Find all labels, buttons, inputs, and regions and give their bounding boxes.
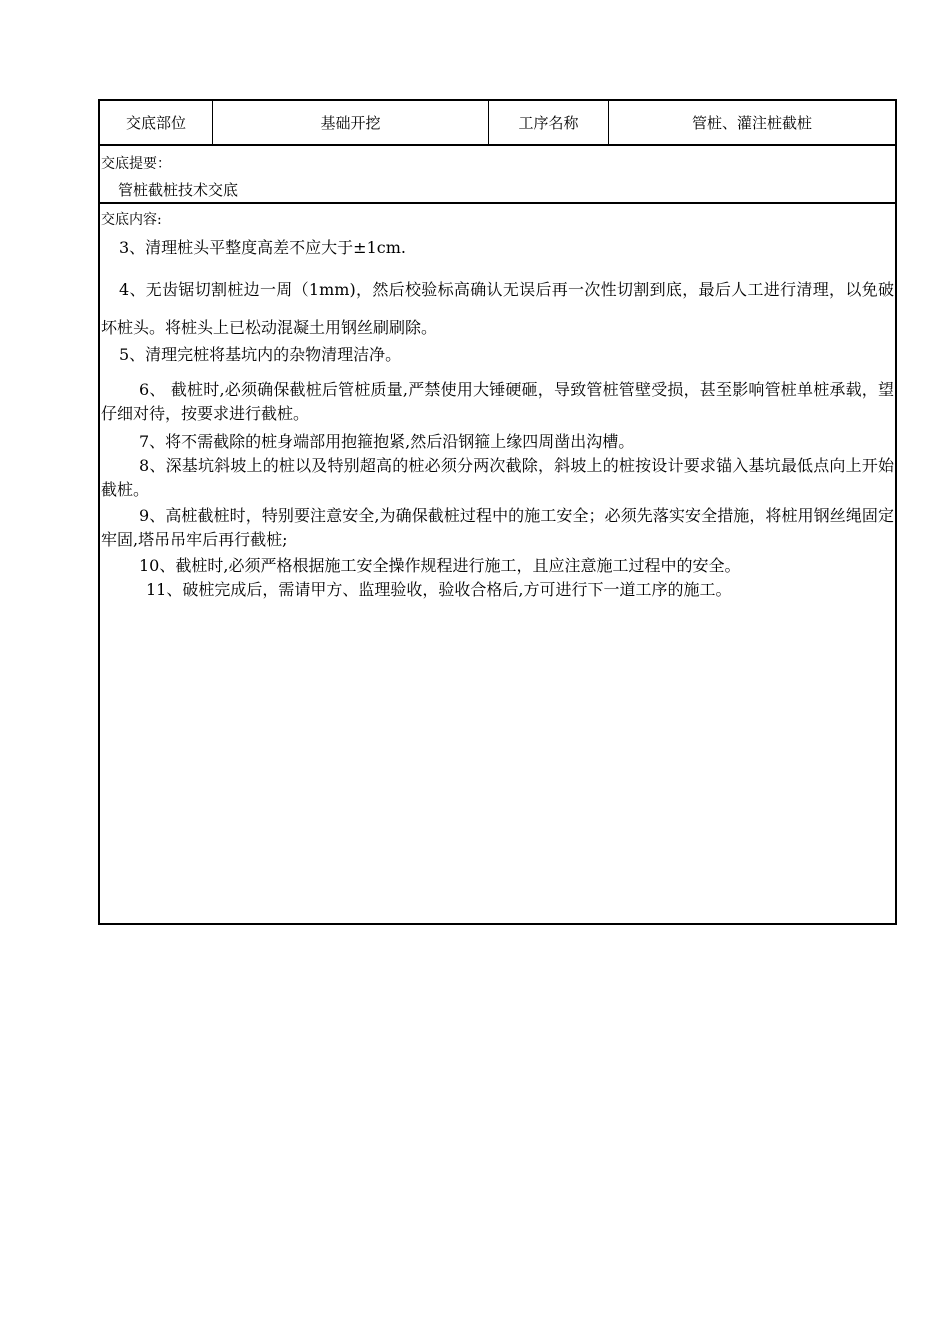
content-paragraph: 9、高桩截桩时，特别要注意安全,为确保截桩过程中的施工安全；必须先落实安全措施，将桩用钢丝绳固定牢固,塔吊吊牢后再行截桩; (101, 506, 894, 549)
content-paragraph: 3、清理桩头平整度高差不应大于±1cm. (119, 238, 406, 257)
content-paragraph: 5、清理完桩将基坑内的杂物清理洁净。 (119, 345, 402, 364)
content-paragraph: 7、将不需截除的桩身端部用抱箍抱紧,然后沿钢箍上缘四周凿出沟槽。 (139, 432, 635, 451)
content-paragraph: 6、 截桩时,必须确保截桩后管桩质量,严禁使用大锤硬砸，导致管桩管壁受损，甚至影响管桩单桩承载，望仔细对待，按要求进行截桩。 (101, 380, 894, 423)
disclosure-table (98, 99, 897, 925)
location-label: 交底部位 (100, 101, 213, 144)
location-value: 基础开挖 (213, 101, 489, 144)
content-paragraph: 4、无齿锯切割桩边一周（1mm)，然后校验标高确认无误后再一次性切割到底，最后人工进行清理，以免破坏桩头。将桩头上已松动混凝土用钢丝刷刷除。 (101, 280, 894, 337)
content-paragraph: 8、深基坑斜坡上的桩以及特别超高的桩必须分两次截除，斜坡上的桩按设计要求锚入基坑最低点向上开始截桩。 (101, 456, 894, 499)
summary-section (100, 146, 895, 204)
summary-text: 管桩截桩技术交底 (118, 181, 239, 199)
content-label: 交底内容: (101, 212, 162, 228)
content-paragraph: 10、截桩时,必须严格根据施工安全操作规程进行施工，且应注意施工过程中的安全。 (139, 556, 741, 575)
content-paragraph: 11、破桩完成后，需请甲方、监理验收，验收合格后,方可进行下一道工序的施工。 (146, 580, 732, 599)
summary-label: 交底提要： (101, 156, 171, 172)
header-row (100, 101, 895, 146)
content-section (100, 204, 895, 923)
process-value: 管桩、灌注桩截桩 (691, 114, 812, 132)
process-label: 工序名称 (489, 101, 609, 144)
